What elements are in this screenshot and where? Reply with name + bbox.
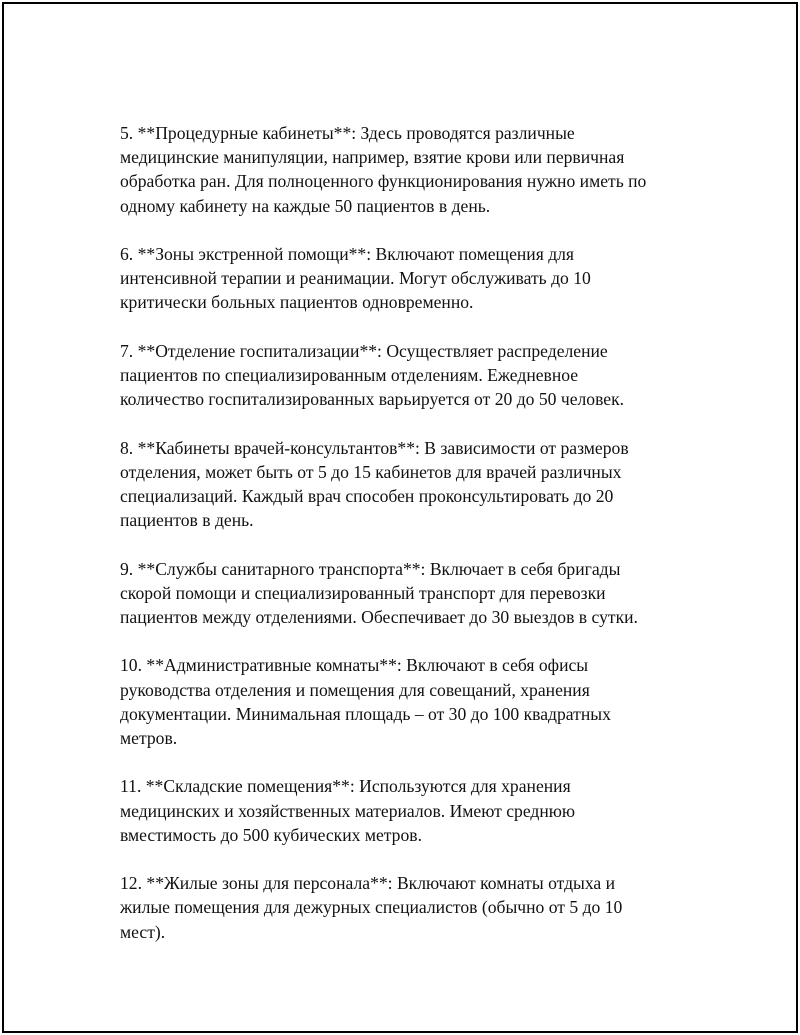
paragraph-item-12: 12. **Жилые зоны для персонала**: Включают комнаты отдыха и жилые помещения для дежурных специалистов (обычно от 5 до 10 мест). — [120, 873, 623, 942]
paragraph-item-5: 5. **Процедурные кабинеты**: Здесь проводятся различные медицинские манипуляции, например, взятие крови или первичная обработка ран. Для полноценного функционирования нужно иметь по одному кабинету на каждые 50 пациентов в день. — [120, 123, 647, 216]
paragraph-item-10: 10. **Административные комнаты**: Включают в себя офисы руководства отделения и помещения для совещаний, хранения документации. Минимальная площадь – от 30 до 100 квадратных метров. — [120, 655, 611, 748]
paragraph-item-8: 8. **Кабинеты врачей-консультантов**: В зависимости от размеров отделения, может быть от 5 до 15 кабинетов для врачей различных специализаций. Каждый врач способен проконсультировать до 20 пациентов в день. — [120, 437, 629, 531]
paragraph-item-7: 7. **Отделение госпитализации**: Осуществляет распределение пациентов по специализированным отделениям. Ежедневное количество госпитализированных варьируется от 20 до 50 человек. — [120, 340, 625, 410]
document-page — [2, 2, 798, 1033]
document-body — [120, 121, 710, 968]
paragraph-item-11: 11. **Складские помещения**: Используются для хранения медицинских и хозяйственных материалов. Имеют среднюю вместимость до 500 кубических метров. — [120, 776, 576, 845]
paragraph-item-9: 9. **Службы санитарного транспорта**: Включает в себя бригады скорой помощи и специализированный транспорт для перевозки пациентов между отделениями. Обеспечивает до 30 выездов в сутки. — [120, 558, 638, 627]
paragraph-item-6: 6. **Зоны экстренной помощи**: Включают помещения для интенсивной терапии и реанимации. Могут обслуживать до 10 критически больных пациентов одновременно. — [120, 244, 591, 313]
